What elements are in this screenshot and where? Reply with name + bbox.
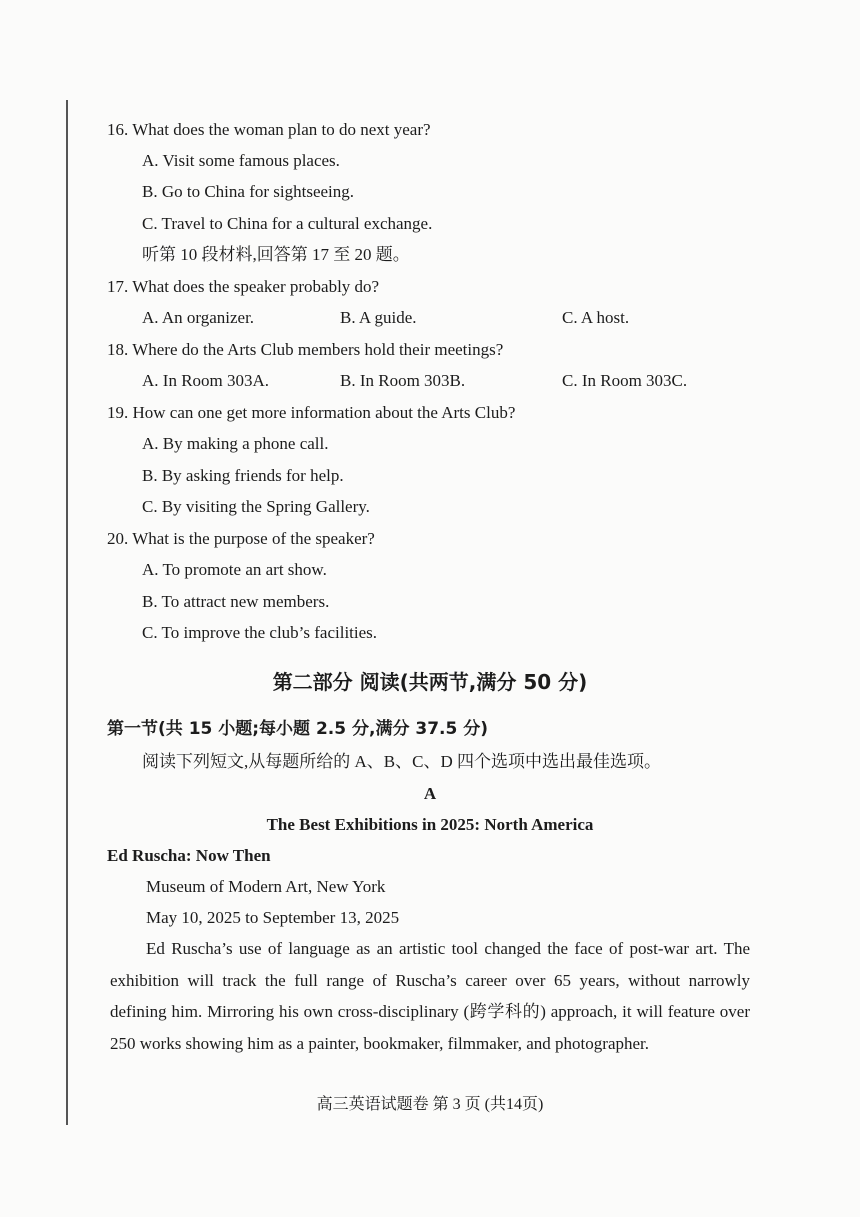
option-17a: A. An organizer. [142, 308, 255, 327]
section1-title: 第一节(共 15 小题;每小题 2.5 分,满分 37.5 分) [107, 719, 489, 739]
option-19b: B. By asking friends for help. [142, 466, 344, 485]
question-text: What does the speaker probably do? [132, 277, 380, 296]
question-number: 18. [107, 340, 129, 359]
question-16 [107, 120, 431, 140]
question-text: What does the woman plan to do next year? [132, 120, 431, 139]
exhibit-venue: Museum of Modern Art, New York [146, 877, 386, 896]
question-number: 17. [107, 277, 129, 296]
question-20 [107, 529, 375, 549]
option-20b: B. To attract new members. [142, 592, 330, 611]
question-text: How can one get more information about the Arts Club? [132, 403, 516, 422]
passage-title: The Best Exhibitions in 2025: North America [266, 815, 594, 834]
question-text: Where do the Arts Club members hold their meetings? [132, 340, 504, 359]
part2-title: 第二部分 阅读(共两节,满分 50 分) [272, 670, 588, 694]
question-18 [107, 340, 503, 360]
option-18a: A. In Room 303A. [142, 371, 270, 390]
exhibit-dates: May 10, 2025 to September 13, 2025 [146, 908, 400, 927]
exhibit-title: Ed Ruscha: Now Then [107, 846, 271, 865]
passage-letter: A [423, 784, 437, 803]
question-number: 19. [107, 403, 129, 422]
option-19c: C. By visiting the Spring Gallery. [142, 497, 370, 516]
option-19a: A. By making a phone call. [142, 434, 329, 453]
question-number: 20. [107, 529, 129, 548]
option-18c: C. In Room 303C. [562, 371, 688, 390]
question-text: What is the purpose of the speaker? [132, 529, 375, 548]
reading-instruction: 阅读下列短文,从每题所给的 A、B、C、D 四个选项中选出最佳选项。 [142, 752, 661, 771]
option-16a: A. Visit some famous places. [142, 151, 340, 170]
option-16c: C. Travel to China for a cultural exchange. [142, 214, 433, 233]
option-17b: B. A guide. [340, 308, 417, 327]
listening-note: 听第 10 段材料,回答第 17 至 20 题。 [142, 245, 410, 264]
margin-line [66, 100, 68, 1125]
option-20c: C. To improve the club’s facilities. [142, 623, 378, 642]
page-footer: 高三英语试题卷 第 3 页 (共14页) [316, 1096, 544, 1113]
passage-body: Ed Ruscha’s use of language as an artistic tool changed the face of post-war art. The exhibition will track the full range of Ruscha’s career over 65 years, without narrowly defining him. Mirroring his own cross-disciplinary (跨学科的) approach, it will feature over 250 works showing him as a painter, bookmaker, filmmaker, and photographer. [110, 939, 750, 1053]
question-17 [107, 277, 379, 297]
option-16b: B. Go to China for sightseeing. [142, 182, 355, 201]
option-20a: A. To promote an art show. [142, 560, 327, 579]
option-18b: B. In Room 303B. [340, 371, 466, 390]
question-number: 16. [107, 120, 129, 139]
question-19 [107, 403, 515, 423]
option-17c: C. A host. [562, 308, 630, 327]
